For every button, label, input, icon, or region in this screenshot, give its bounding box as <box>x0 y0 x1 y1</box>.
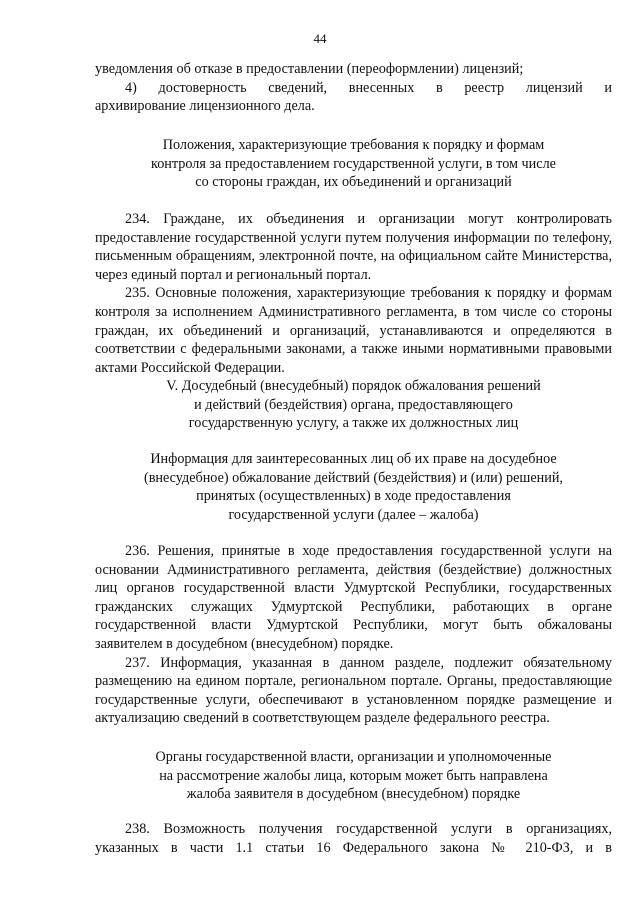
heading-section-5-line: и действий (бездействия) органа, предоставляющего <box>194 396 513 413</box>
paragraph-235: 235. Основные положения, характеризующие требования к порядку и формам контроля за исполнением Административного регламента, в том числе со стороны граждан, их объединений и организаций, устанавливаются и определяются в соответствии с федеральными законами, а также иными нормативными правовыми актами Российской Федерации. <box>95 285 612 376</box>
heading-bodies <box>95 748 612 804</box>
paragraph-237: 237. Информация, указанная в данном разделе, подлежит обязательному размещению на едином портале, региональном портале. Органы, предоставляющие государственные услуги, обеспечивают в установленном порядке размещение и актуализацию сведений в соответствующем разделе федерального реестра. <box>95 654 612 727</box>
heading-control <box>95 136 612 192</box>
heading-bodies-line: Органы государственной власти, организации и уполномоченные <box>155 749 552 765</box>
heading-section-5-line: V. Досудебный (внесудебный) порядок обжалования решений <box>166 378 541 394</box>
paragraph-236-block <box>95 542 612 728</box>
heading-control-line: Положения, характеризующие требования к порядку и формам <box>162 137 545 153</box>
heading-section-5-line: государственную услугу, а также их должностных лиц <box>188 415 519 432</box>
heading-info <box>95 450 612 524</box>
paragraph-234-block <box>95 210 612 377</box>
paragraph-238: 238. Возможность получения государственной услуги в организациях, указанных в части 1.1 статьи 16 Федерального закона № 210-ФЗ, и в <box>95 821 612 856</box>
heading-bodies-line: жалоба заявителя в досудебном (внесудебном) порядке <box>186 786 521 803</box>
heading-bodies-line: на рассмотрение жалобы лица, которым может быть направлена <box>159 767 548 784</box>
heading-info-line: государственной услуги (далее – жалоба) <box>228 506 479 523</box>
heading-info-line: принятых (осуществленных) в ходе предоставления <box>196 488 511 505</box>
heading-control-line: контроля за предоставлением государственной услуги, в том числе <box>151 155 556 172</box>
heading-control-line: со стороны граждан, их объединений и организаций <box>195 174 512 191</box>
heading-info-line: (внесудебное) обжалование действий (бездействия) и (или) решений, <box>144 469 563 486</box>
heading-section-5 <box>95 377 612 433</box>
continuation-line: уведомления об отказе в предоставлении (переоформлении) лицензий; <box>95 61 524 77</box>
continuation-block <box>95 60 612 116</box>
item-4-line-2: архивирование лицензионного дела. <box>95 98 315 115</box>
paragraph-238-block <box>95 820 612 857</box>
paragraph-234: 234. Граждане, их объединения и организации могут контролировать предоставление государственной услуги путем получения информации по телефону, письменным обращениям, электронной почте, на официальном сайте Министерства, через единый портал и региональный портал. <box>95 211 612 283</box>
heading-info-line: Информация для заинтересованных лиц об их праве на досудебное <box>150 451 557 467</box>
item-4-line-1: 4) достоверность сведений, внесенных в реестр лицензий и <box>125 79 612 96</box>
paragraph-236: 236. Решения, принятые в ходе предоставления государственной услуги на основании Административного регламента, действия (бездействие) должностных лиц органов государственной власти Удмуртской Республики, государственных гражданских служащих Удмуртской Республики, работающих в органе государственной власти Удмуртской Республики, могут быть обжалованы заявителем в досудебном (внесудебном) порядке. <box>95 543 612 652</box>
page-number: 44 <box>313 31 327 46</box>
